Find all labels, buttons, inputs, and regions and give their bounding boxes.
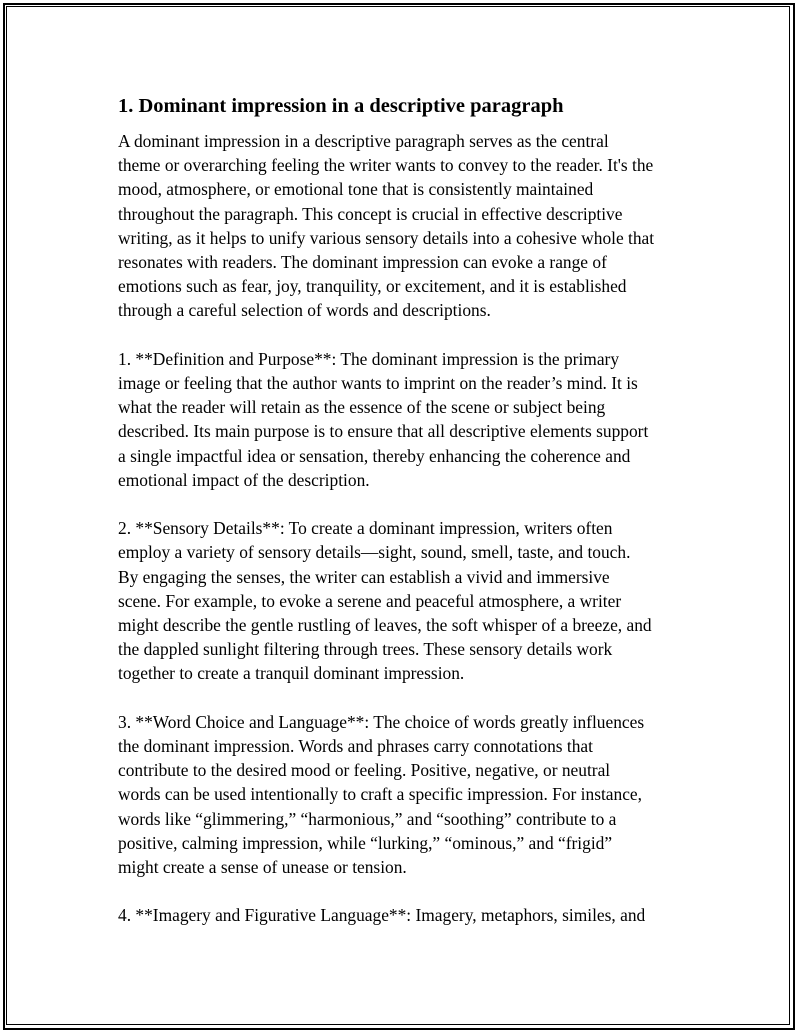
text-line: through a careful selection of words and descriptions. — [118, 300, 491, 321]
text-line: words can be used intentionally to craft a specific impression. For instance, — [118, 784, 642, 805]
text-line: emotional impact of the description. — [118, 469, 370, 490]
text-line: might describe the gentle rustling of leaves, the soft whisper of a breeze, and — [118, 615, 652, 636]
text-line: throughout the paragraph. This concept is crucial in effective descriptive — [118, 203, 623, 224]
text-line: positive, calming impression, while “lurking,” “ominous,” and “frigid” — [118, 832, 613, 853]
text-line: 4. **Imagery and Figurative Language**: Imagery, metaphors, similes, and — [118, 905, 646, 926]
document-body — [118, 92, 698, 952]
text-line: emotions such as fear, joy, tranquility, or excitement, and it is established — [118, 276, 627, 297]
section-heading: 1. Dominant impression in a descriptive paragraph — [118, 95, 564, 117]
text-line: mood, atmosphere, or emotional tone that is consistently maintained — [118, 179, 594, 200]
text-line: theme or overarching feeling the writer wants to convey to the reader. It's the — [118, 155, 654, 176]
intro-paragraph — [118, 129, 698, 323]
text-line: together to create a tranquil dominant impression. — [118, 663, 465, 684]
text-line: what the reader will retain as the essence of the scene or subject being — [118, 397, 606, 418]
text-line: described. Its main purpose is to ensure that all descriptive elements support — [118, 421, 649, 442]
text-line: 2. **Sensory Details**: To create a dominant impression, writers often — [118, 518, 613, 539]
text-line: image or feeling that the author wants to imprint on the reader’s mind. It is — [118, 373, 638, 394]
text-line: might create a sense of unease or tension. — [118, 857, 407, 878]
text-line: A dominant impression in a descriptive paragraph serves as the central — [118, 131, 609, 151]
text-line: By engaging the senses, the writer can establish a vivid and immersive — [118, 566, 610, 587]
text-line: a single impactful idea or sensation, thereby enhancing the coherence and — [118, 445, 631, 466]
word-choice-paragraph — [118, 710, 698, 879]
sensory-details-paragraph — [118, 516, 698, 685]
text-line: employ a variety of sensory details—sight, sound, smell, taste, and touch. — [118, 542, 631, 563]
text-line: the dominant impression. Words and phrases carry connotations that — [118, 736, 593, 757]
text-line: resonates with readers. The dominant impression can evoke a range of — [118, 252, 607, 273]
text-line: 3. **Word Choice and Language**: The choice of words greatly influences — [118, 711, 645, 732]
definition-paragraph — [118, 347, 698, 492]
text-line: words like “glimmering,” “harmonious,” and “soothing” contribute to a — [118, 808, 617, 829]
text-line: the dappled sunlight filtering through trees. These sensory details work — [118, 639, 613, 660]
text-line: 1. **Definition and Purpose**: The dominant impression is the primary — [118, 348, 620, 369]
text-line: scene. For example, to evoke a serene and peaceful atmosphere, a writer — [118, 590, 622, 611]
imagery-paragraph — [118, 903, 698, 927]
text-line: writing, as it helps to unify various sensory details into a cohesive whole that — [118, 227, 655, 248]
text-line: contribute to the desired mood or feeling. Positive, negative, or neutral — [118, 760, 611, 781]
